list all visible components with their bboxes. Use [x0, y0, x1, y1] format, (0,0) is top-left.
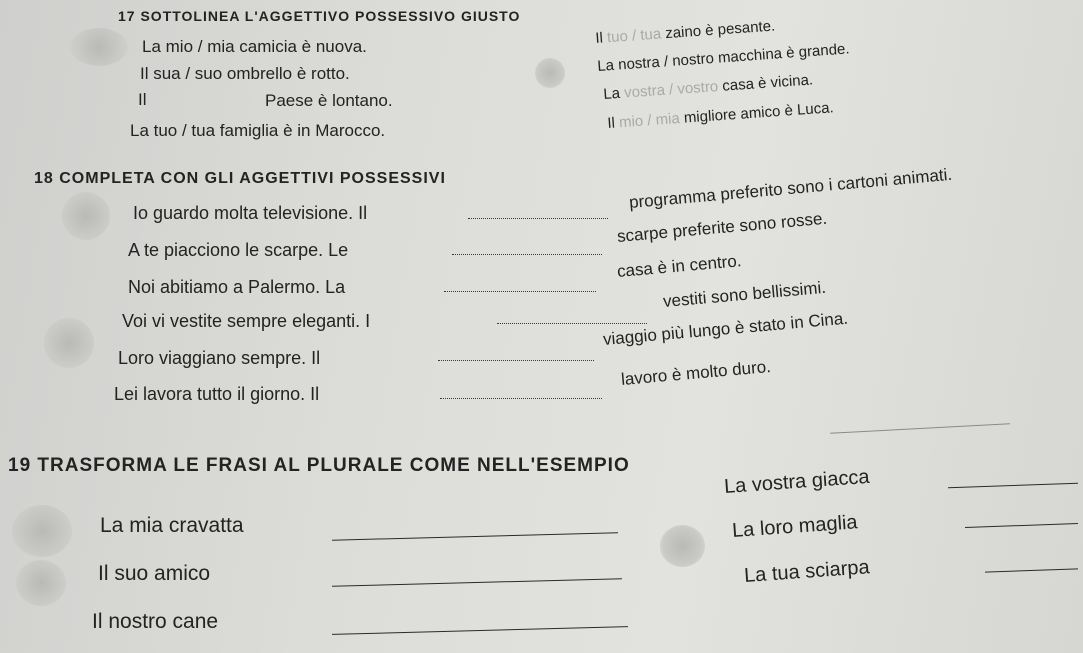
- ex19-answer-line-3[interactable]: [332, 626, 628, 635]
- ex19-answer-line-6[interactable]: [985, 568, 1078, 572]
- example-answer-line: [830, 423, 1010, 433]
- ex19-right-2: La loro maglia: [731, 511, 859, 543]
- ex17-left-1: La mio / mia camicia è nuova.: [142, 37, 367, 56]
- ex17-right-2: La nostra / nostro macchina è grande.: [596, 40, 851, 75]
- exercise-17-title: 17 SOTTOLINEA L'AGGETTIVO POSSESSIVO GIUSTO: [118, 8, 521, 24]
- ex18-blank-4[interactable]: [497, 323, 647, 324]
- ex18-blank-1[interactable]: [468, 218, 608, 219]
- ex18-lead-1: Io guardo molta televisione. Il: [133, 203, 368, 223]
- ex19-left-3: Il nostro cane: [92, 610, 219, 633]
- ex19-left-2: Il suo amico: [98, 562, 211, 585]
- ex17-left-4: La tuo / tua famiglia è in Marocco.: [130, 121, 386, 140]
- exercise-marker-icon: [44, 318, 94, 368]
- ex18-rest-1: programma preferito sono i cartoni animati.: [628, 164, 953, 213]
- ex18-rest-2: scarpe preferite sono rosse.: [616, 208, 828, 247]
- ex19-answer-line-2[interactable]: [332, 578, 622, 587]
- ex18-rest-5: viaggio più lungo è stato in Cina.: [602, 308, 849, 350]
- exercise-19-title: 19 TRASFORMA LE FRASI AL PLURALE COME NELL'ESEMPIO: [8, 455, 630, 476]
- ex17-right-3: La vostra / vostro casa è vicina.: [602, 71, 814, 103]
- ex18-lead-3: Noi abitiamo a Palermo. La: [128, 277, 346, 297]
- exercise-marker-icon: [16, 560, 66, 606]
- ex18-blank-3[interactable]: [444, 291, 596, 292]
- exercise-marker-icon: [70, 28, 128, 66]
- ex18-rest-4: vestiti sono bellissimi.: [662, 277, 827, 312]
- ex18-rest-6: lavoro è molto duro.: [620, 356, 772, 390]
- ex17-left-2: Il sua / suo ombrello è rotto.: [140, 64, 350, 83]
- exercise-marker-icon: [660, 525, 705, 567]
- ex18-blank-5[interactable]: [438, 360, 594, 361]
- ex18-blank-6[interactable]: [440, 398, 602, 399]
- exercise-marker-icon: [62, 192, 110, 240]
- ex18-lead-5: Loro viaggiano sempre. Il: [118, 348, 321, 368]
- ex18-lead-4: Voi vi vestite sempre eleganti. I: [122, 311, 371, 331]
- ex19-answer-line-1[interactable]: [332, 532, 618, 540]
- ex19-answer-line-4[interactable]: [948, 483, 1078, 489]
- ex17-left-3a: Il: [138, 90, 147, 109]
- ex19-right-1: La vostra giacca: [723, 465, 871, 499]
- ex18-blank-2[interactable]: [452, 254, 602, 255]
- exercise-marker-icon: [535, 58, 565, 88]
- ex18-rest-3: casa è in centro.: [616, 251, 743, 282]
- ex17-right-1: Il tuo / tua zaino è pesante.: [594, 17, 776, 47]
- ex19-right-3: La tua sciarpa: [743, 556, 871, 588]
- ex19-left-1: La mia cravatta: [100, 514, 244, 537]
- exercise-marker-icon: [12, 505, 72, 557]
- ex19-answer-line-5[interactable]: [965, 523, 1078, 528]
- ex18-lead-6: Lei lavora tutto il giorno. Il: [114, 384, 320, 404]
- exercise-18-title: 18 COMPLETA CON GLI AGGETTIVI POSSESSIVI: [34, 170, 446, 187]
- ex18-lead-2: A te piacciono le scarpe. Le: [128, 240, 349, 260]
- ex17-right-4: Il mio / mia migliore amico è Luca.: [606, 99, 835, 132]
- ex17-left-3b: Paese è lontano.: [265, 91, 393, 110]
